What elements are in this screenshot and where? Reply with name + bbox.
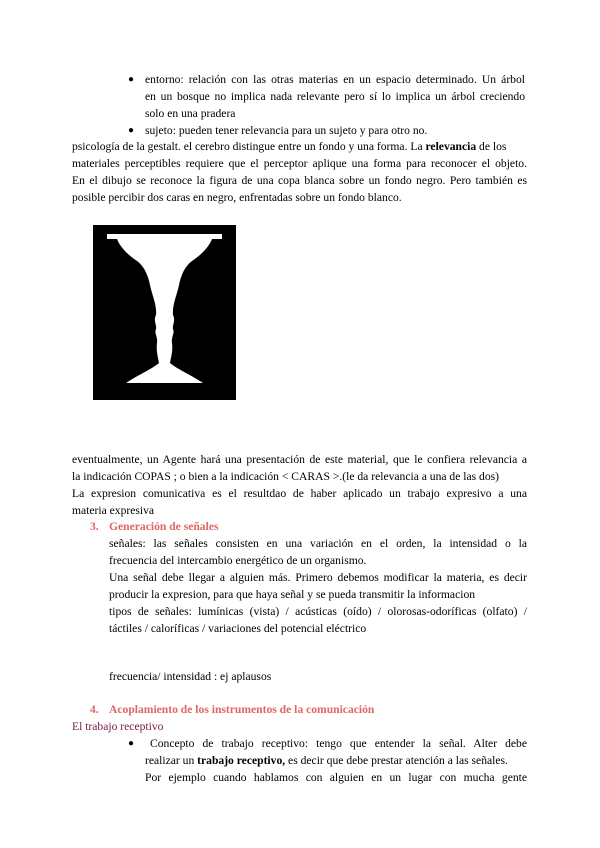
section-4-bullet-line-2: realizar un trabajo receptivo, es decir que debe prestar atención a las señales.: [145, 754, 508, 767]
agent-paragraph-line-3: La expresion comunicativa es el resultdao de haber aplicado un trabajo expresivo a una: [72, 487, 527, 500]
section-3-line-6: táctiles / caloríficas / variaciones del potencial eléctrico: [109, 622, 367, 635]
bullet-entorno-line-1: entorno: relación con las otras materias en un espacio determinado. Un árbol: [145, 73, 525, 86]
section-4-subtitle: El trabajo receptivo: [72, 720, 164, 733]
section-3-line-1: señales: las señales consisten en una variación en el orden, la intensidad o la: [109, 537, 527, 550]
gestalt-paragraph-line-4: posible percibir dos caras en negro, enfrentadas sobre un fondo blanco.: [72, 191, 402, 204]
agent-paragraph-line-2: la indicación COPAS ; o bien a la indicación < CARAS >.(le da relevancia a una de las dos): [72, 470, 500, 483]
bullet-entorno-line-3: solo en una pradera: [145, 107, 236, 120]
rubin-vase-icon: [93, 225, 236, 400]
section-3-extra: frecuencia/ intensidad : ej aplausos: [109, 670, 272, 683]
section-4-bullet-line-3: Por ejemplo cuando hablamos con alguien en un lugar con mucha gente: [145, 771, 527, 784]
agent-paragraph-line-4: materia expresiva: [72, 504, 155, 517]
section-4-bullet-line-1: Concepto de trabajo receptivo: tengo que entender la señal. Alter debe: [150, 737, 527, 750]
section-3-line-3: Una señal debe llegar a alguien más. Primero debemos modificar la materia, es decir: [109, 571, 527, 584]
bullet-symbol: ●: [128, 738, 135, 749]
section-4-heading: Acoplamiento de los instrumentos de la comunicación: [109, 703, 375, 716]
bullet-symbol: ●: [128, 125, 135, 136]
section-3-line-5: tipos de señales: lumínicas (vista) / acústicas (oído) / olorosas-odoríficas (olfato) /: [109, 605, 527, 618]
section-3-line-2: frecuencia del intercambio energético de un organismo.: [109, 554, 367, 567]
bullet-sujeto-line: sujeto: pueden tener relevancia para un sujeto y para otro no.: [145, 124, 428, 137]
section-4-number: 4.: [90, 703, 99, 716]
agent-paragraph-line-1: eventualmente, un Agente hará una presentación de este material, que le confiera relevancia a: [72, 453, 527, 466]
bullet-symbol: ●: [128, 74, 135, 85]
gestalt-paragraph-line-3: En el dibujo se reconoce la figura de una copa blanca sobre un fondo negro. Pero también es: [72, 174, 527, 187]
section-3-number: 3.: [90, 520, 99, 533]
section-3-heading: Generación de señales: [109, 520, 219, 533]
section-3-line-4: producir la expresion, para que haya señal y se pueda transmitir la informacion: [109, 588, 476, 601]
gestalt-paragraph-line-2: materiales perceptibles requiere que el perceptor aplique una forma para reconocer el objeto.: [72, 157, 527, 170]
bullet-entorno-line-2: en un bosque no implica nada relevante pero sí lo implica un árbol creciendo: [145, 90, 525, 103]
gestalt-paragraph-line-1: psicología de la gestalt. el cerebro distingue entre un fondo y una forma. La relevancia de los: [72, 140, 507, 153]
